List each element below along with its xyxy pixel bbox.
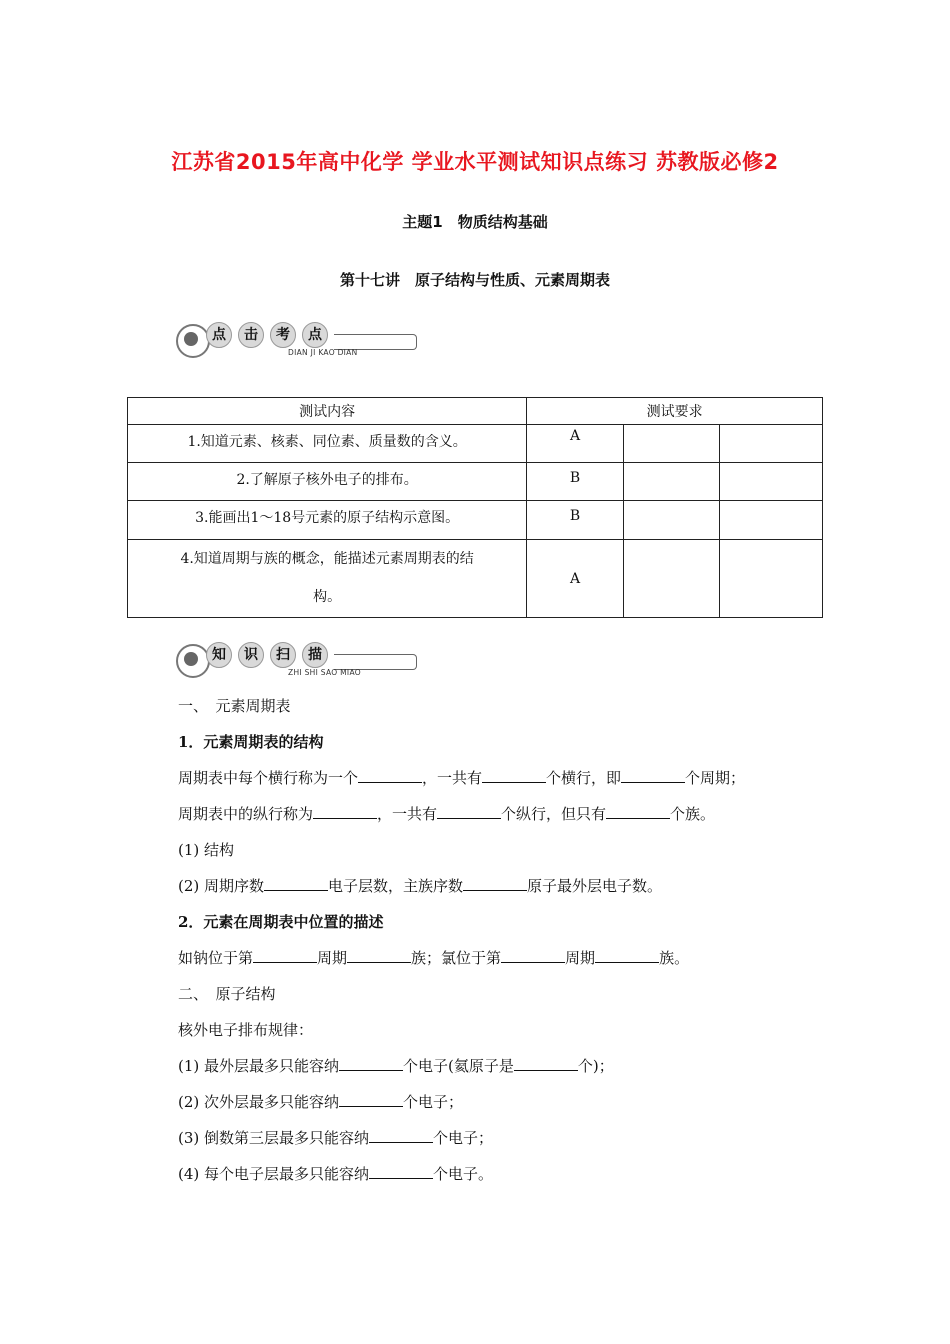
table-cell-level: B: [527, 463, 624, 501]
section1-heading: 一、 元素周期表: [178, 697, 291, 715]
fill-blank[interactable]: [621, 768, 685, 783]
fill-blank[interactable]: [347, 948, 411, 963]
banner-char: 识: [238, 642, 264, 668]
fill-blank[interactable]: [369, 1164, 433, 1179]
table-cell-content: [128, 540, 527, 618]
banner-char: 点: [302, 322, 328, 348]
fill-blank[interactable]: [339, 1056, 403, 1071]
fill-blank[interactable]: [463, 876, 527, 891]
text-line: (1) 结构: [178, 841, 235, 859]
banner-pinyin: DIAN JI KAO DIAN: [288, 348, 358, 357]
table-row: [128, 540, 823, 618]
banner-char: 考: [270, 322, 296, 348]
fill-blank[interactable]: [339, 1092, 403, 1107]
banner-char: 点: [206, 322, 232, 348]
table-row: [128, 501, 823, 540]
fill-blank[interactable]: [264, 876, 328, 891]
section-banner-dianjikaodian: [176, 322, 421, 362]
banner-logo-icon: [176, 644, 210, 678]
text-line: (2) 次外层最多只能容纳 个电子；: [178, 1093, 464, 1111]
table-cell-content: 1.知道元素、核素、同位素、质量数的含义。: [128, 425, 527, 463]
banner-char: 知: [206, 642, 232, 668]
cell-line: 4.知道周期与族的概念，能描述元素周期表的结: [180, 551, 474, 567]
text-line: 周期表中每个横行称为一个 ，一共有 个横行，即 个周期；: [178, 769, 746, 787]
lecture-heading: 第十七讲 原子结构与性质、元素周期表: [339, 271, 610, 289]
section2-heading: 二、 原子结构: [178, 985, 276, 1003]
table-row: [128, 463, 823, 501]
fill-blank[interactable]: [358, 768, 422, 783]
text-line: (4) 每个电子层最多只能容纳 个电子。: [178, 1165, 494, 1183]
banner-char: 扫: [270, 642, 296, 668]
fill-blank[interactable]: [313, 804, 377, 819]
fill-blank[interactable]: [253, 948, 317, 963]
section-banner-zhishisaomiao: [176, 642, 421, 682]
banner-char: 击: [238, 322, 264, 348]
fill-blank[interactable]: [437, 804, 501, 819]
table-cell-level: A: [527, 540, 624, 618]
requirements-table: [127, 397, 823, 618]
text-line: (2) 周期序数 电子层数，主族序数 原子最外层电子数。: [178, 877, 663, 895]
fill-blank[interactable]: [501, 948, 565, 963]
document-title: 江苏省2015年高中化学 学业水平测试知识点练习 苏教版必修2: [171, 150, 779, 174]
text-line: 如钠位于第 周期 族；氯位于第 周期 族。: [178, 949, 690, 967]
fill-blank[interactable]: [514, 1056, 578, 1071]
fill-blank[interactable]: [482, 768, 546, 783]
fill-blank[interactable]: [595, 948, 659, 963]
banner-logo-icon: [176, 324, 210, 358]
section1-subheading-structure: 1．元素周期表的结构: [178, 733, 324, 751]
table-cell-level: A: [527, 425, 624, 463]
topic-heading: 主题1 物质结构基础: [402, 213, 548, 231]
cell-line: 构。: [313, 589, 342, 605]
banner-char: 描: [302, 642, 328, 668]
table-cell-content: 3.能画出1～18号元素的原子结构示意图。: [128, 501, 527, 540]
text-line: 周期表中的纵行称为 ，一共有 个纵行，但只有 个族。: [178, 805, 716, 823]
text-line: 核外电子排布规律：: [178, 1021, 314, 1039]
fill-blank[interactable]: [369, 1128, 433, 1143]
table-header-content: 测试内容: [128, 398, 527, 425]
fill-blank[interactable]: [606, 804, 670, 819]
section1-subheading-position: 2．元素在周期表中位置的描述: [178, 913, 384, 931]
table-cell-level: B: [527, 501, 624, 540]
table-row: [128, 425, 823, 463]
text-line: (1) 最外层最多只能容纳 个电子(氦原子是 个)；: [178, 1057, 614, 1075]
banner-pinyin: ZHI SHI SAO MIAO: [288, 668, 361, 677]
text-line: (3) 倒数第三层最多只能容纳 个电子；: [178, 1129, 494, 1147]
table-cell-content: 2.了解原子核外电子的排布。: [128, 463, 527, 501]
table-header-row: [128, 398, 823, 425]
table-header-requirement: 测试要求: [527, 398, 823, 425]
